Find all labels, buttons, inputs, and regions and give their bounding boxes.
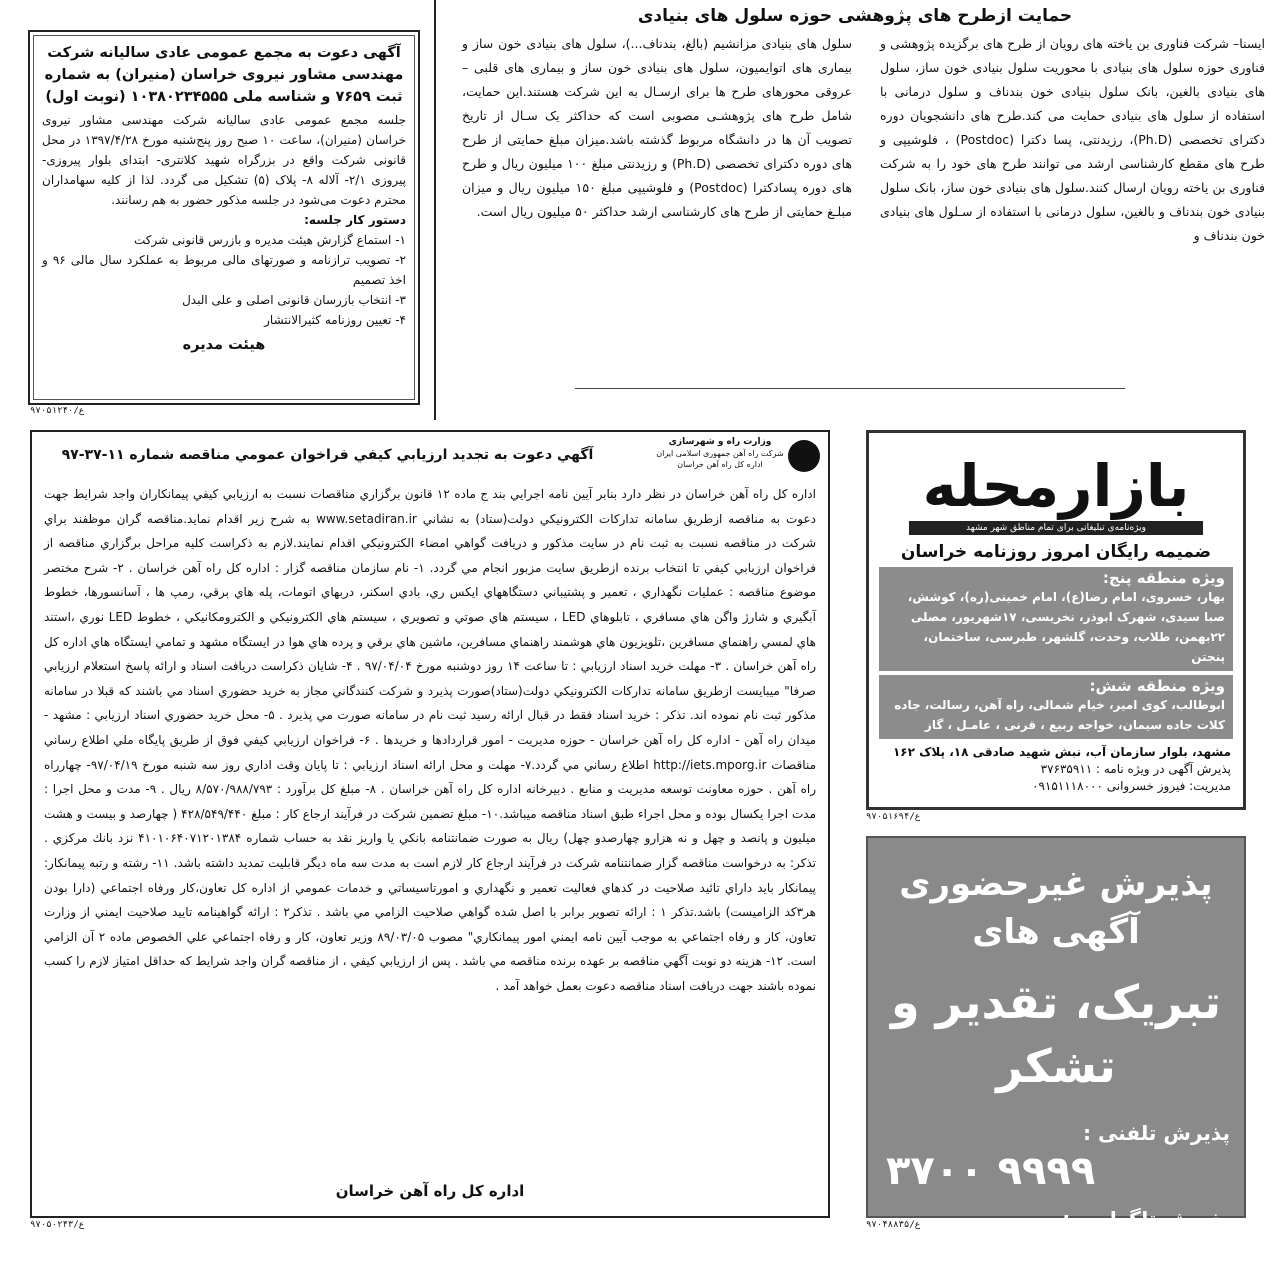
ad-rail [30, 430, 830, 1218]
ad-monir [28, 30, 420, 405]
ad-congrats-telegram-label: پذیرش تلگرامی : [1062, 1207, 1230, 1231]
ad-monir-agenda-title: دستور کار جلسه: [304, 213, 406, 227]
ad-congrats-line1: پذیرش غیرحضوری آگهی های [899, 864, 1213, 952]
ad-bazar-zone6 [879, 675, 1233, 739]
ad-congrats-telegram: ۰۹۱۵۴۷۱۱۳۰۰ [886, 1234, 1155, 1280]
ad-bazar-manager: مدیریت: فیروز خسروانی ۰۹۱۵۱۱۱۸۰۰۰ [1032, 779, 1231, 793]
ad-monir-agenda-item: ۳- انتخاب بازرسان قانونی اصلی و علی البدل [182, 293, 406, 307]
ad-rail-office: اداره کل راه آهن خراسان [677, 460, 763, 469]
ad-rail-ministry: وزارت راه و شهرسازی [668, 437, 772, 447]
ad-rail-header [620, 436, 820, 482]
ad-bazar-logo: بازارمحله [922, 452, 1190, 520]
ad-bazar-supplement: ضمیمه رایگان امروز روزنامه خراسان [900, 542, 1212, 562]
article-end-rule [575, 388, 1125, 389]
ad-bazar-zone5-text: بهار، خسروی، امام رضا(ع)، امام خمینی(ره)، کوشش، صبا سیدی، شهرک ابوذر، نخریسی، ۱۷شهریور، مصلی ۲۲بهمن، طلاب، وحدت، گلشهر، طبرسی، ساختمان، پنجتن [907, 590, 1225, 664]
news-column-right: ایسنا– شرکت فناوری بن یاخته های رویان از طرح های برگزیده پژوهشی و فناوری حوزه سلول های بنیادی با محوریت سلول بنیادی خون ساز، سلول های بنیادی بالغین، بانک سلول بنیادی خون بندناف و سلول درمانی با استفاده از سلول های بنیادی حمایت می کند.طرح های دانشجویان دوره دکترای تخصصی (Ph.D)، رزیدنتی، پسا دکترا (Postdoc) ، فلوشیپی و طرح های مقطع کارشناسی ارشد می توانند طرح های خود را به شرکت فناوری بن یاخته رویان ارسال کنند.سلول های بنیادی خون ساز، بانک سلول بنیادی خون بندناف و بالغین، سلول درمانی با استفاده از سـلول های بنیادی خون بندناف و [880, 36, 1266, 243]
ad-monir-body: جلسه مجمع عمومی عادی سالیانه شرکت مهندسی مشاور نیروی خراسان (منیران)، ساعت ۱۰ صبح روز پنج‌شنبه مورخ ۱۳۹۷/۴/۲۸ در محل قانونی شرکت واقع در بزرگراه شهید کلانتری- ابتدای بلوار پیروزی- پیروزی ۲/۱- آلاله ۸- پلاک (۵) تشکیل می گردد. لذا از کلیه سهامداران محترم دعوت می‌شود در جلسه مذکور حضور به هم رسانند. [42, 113, 407, 207]
ad-rail-signature: اداره كل راه آهن خراسان [335, 1182, 525, 1200]
ad-bazar-address: مشهد، بلوار سازمان آب، نبش شهید صادقی ۱۸، پلاک ۱۶۲ [892, 745, 1231, 759]
ad-bazar-zone5 [879, 567, 1233, 671]
ad-bazar-zone6-title: ویژه منطقه شش: [1089, 677, 1225, 695]
ad-bazar-reception: پذیرش آگهی در ویژه نامه : ۳۷۶۳۵۹۱۱ [1040, 762, 1231, 776]
ad-monir-code: ۹۷۰۵۱۲۴۰/ع [30, 406, 85, 416]
news-column-left: سلول های بنیادی مزانشیم (بالغ، بندناف...)، سلول های بنیادی خون ساز و بیماری های اتوایمیون، سلول های بنیادی خون ساز و بیماری های قلبی –عروقی محورهای طرح ها برای ارسـال به این شرکت هستند.این حمایت، شامل طرح های پژوهشـی مصوبی است که حداکثر یک سـال از تاریخ تصویب آن ها در دانشگاه مربوط گذشته باشد.میزان مبلغ حمایتی از طرح های دوره دکترای تخصصی (Ph.D) و رزیدنتی مبلغ ۱۰۰ میلیون ریال و طرح های دوره پسادکترا (Postdoc) و فلوشیپی مبلغ ۱۵۰ میلیون ریال و میزان مبلـغ حمایتی از طرح های کارشناسی ارشد حداکثر ۵۰ میلیون ریال است. [462, 36, 853, 219]
ad-bazar [866, 430, 1246, 810]
ad-congrats-phone-label: پذیرش تلفنی : [1082, 1121, 1230, 1145]
ad-monir-agenda-item: ۱- استماع گزارش هیئت مدیره و بازرس قانونی شرکت [134, 233, 406, 247]
ad-rail-emblem-icon [788, 440, 820, 472]
ad-monir-agenda-item: ۴- تعیین روزنامه کثیرالانتشار [264, 313, 406, 327]
ad-congrats-line2: تبریک، تقدیر و تشکر [891, 975, 1221, 1093]
ad-rail-code: ۹۷۰۵۰۲۴۳/ع [30, 1220, 85, 1230]
ad-monir-title: آگهی دعوت به مجمع عمومی عادی سالیانه شرکت مهندسی مشاور نیروی خراسان (منیران) به شماره ثبت ۷۶۵۹ و شناسه ملی ۱۰۳۸۰۲۳۴۵۵۵ (نوبت اول) [44, 45, 404, 105]
ad-bazar-code: ۹۷۰۵۱۶۹۴/ع [866, 812, 921, 822]
ad-rail-company: شرکت راه آهن جمهوری اسلامی ایران [656, 449, 784, 458]
ad-monir-signature: هیئت مدیره [182, 337, 266, 353]
news-title: حمایت ازطرح های پژوهشی حوزه سلول های بنیادی [637, 6, 1073, 26]
ad-bazar-tagline: ویژه‌نامه‌ی تبلیغاتی برای تمام مناطق شهر مشهد [909, 521, 1203, 535]
ad-congrats-phone: ۳۷۰۰ ۹۹۹۹ [886, 1148, 1096, 1194]
ad-rail-title: آگهي دعوت به تجديد ارزيابي كيفي فراخوان عمومي مناقصه شماره ۱۱-۳۷-۹۷ [61, 447, 594, 463]
ad-rail-body: اداره كل راه آهن خراسان در نظر دارد بنابر آیين نامه اجرايي بند ج ماده ۱۲ قانون برگزاري مناقصات نسبت به ارزيابي كيفي پيمانكاران واجد شرايط جهت دعوت به مناقصه ازطريق سامانه تداركات الكترونيكي دولت(ستاد) به نشاني www.setadiran.ir به شرح زير اقدام نمايد.مناقصه گران موظفند براي شركت در مناقصه نسبت به ثبت نام در سايت مذكور و دريافت گواهي امضاء الكترونيكي اقدام نمايند.لازم به ذكراست كليه مراحل برگزاري مناقصه از فراخوان ارزيابي كيفي تا انتخاب برنده ازطريق سايت مزبور انجام مي گردد. ۱- نام سازمان مناقصه گزار : اداره كل راه آهن خراسان . ۲- شرح مختصر موضوع مناقصه : عمليات نگهداري ، تعمير و پشتيباني دستگاههاي ايكس ري، بادي اسكنر، دربهاي اتومات، پله هاي برقي، رمپ ها ، آسانسورها، خطوط آبگيري و شارژ واگن هاي مسافري ، تابلوهاي LED ، سيستم هاي صوتي و تصويري ، سيستم هاي الكترونيكي و الكترومكانيكي ، خطوط LED نوري ،استند هاي لمسي راهنماي مسافرين ،تلويزيون هاي هوشمند راهنماي مسافرين، ماشين هاي برقي و پرده هاي هوا در ايستگاه مشهد و تمامي ايستگاه هاي اداره كل راه آهن خراسان . ۳- مهلت خريد اسناد ارزيابي : تا ساعت ۱۴ روز دوشنبه مورخ ۹۷/۰۴/۰۴ . ۴- شايان ذكراست دريافت اسناد و ارائه پاسخ استعلام ارزيابي صرفا" ميبايست ازطريق سامانه تداركات الكترونيكي دولت(ستاد)صورت پذيرد و شركت كنندگاني مجاز به خريد حضوري اسناد مي باشند كه قبلا در سامانه مذكور ثبت نام نموده اند. تذكر : خريد اسناد فقط در قبال ارائه رسيد ثبت نام در سامانه صورت مي پذيرد . ۵- محل خريد حضوري اسناد ارزيابي : مشهد - ميدان راه آهن - اداره كل راه آهن خراسان - حوزه مديريت - امور قراردادها و خريدها . ۶- فراخوان ارزيابي كيفي فوق از طريق پايگاه ملي اطلاع رساني مناقصات http://iets.mporg.ir اطلاع رساني مي گردد.۷- مهلت و محل ارائه اسناد ارزيابي : تا پايان وقت اداري روز سه شنبه مورخ ۹۷/۰۴/۱۹- چهارراه راه آهن . حوزه معاونت توسعه مديريت و منابع . دبيرخانه اداره كل راه آهن خراسان . ۸- مبلغ كل برآورد : ۸/۵۷۰/۹۸۸/۷۹۳ ريال . ۹- مدت و محل اجرا : مدت اجرا يكسال بوده و محل اجراء طبق اسناد مناقصه ميباشد.۱۰- مبلغ تضمين شركت در فرآيند ارجاع كار : مبلغ ۴۲۸/۵۴۹/۴۴۰ ( چهارصد و بيست و هشت ميليون و پانصد و چهل و نه هزارو چهارصدو چهل) ريال به صورت ضمانتنامه بانكي يا واريز نقد به حساب شماره ۴۱۰۱۰۶۴۰۷۱۲۰۱۳۸۴ نزد بانك مركزي . تذكر: به درخواست مناقصه گزار ضمانتنامه شركت در فرآيند ارجاع كار لازم است به مدت سه ماه ديگر قابليت تمديد داشته باشد. ۱۱- رشته و رتبه پيمانكار: پيمانكار بايد داراي تائيد صلاحيت در كدهاي فعاليت تعمير و نگهداري و امورتاسيساتي و خدمات عمومي از اداره كل تعاون،كار ورفاه اجتماعي (دارا بودن هر۳كد الزاميست) باشد.تذكر ۱ : ارائه تصوير برابر با اصل شده گواهي صلاحيت الزامي مي باشد . تذكر۲ : ارائه گواهينامه تاييد صلاحيت ايمني از وزارت تعاون، كار و رفاه اجتماعي به موجب آيين نامه ايمني امور پيمانكاري" مصوب ۸۹/۰۳/۰۵ وزير تعاون، كار و رفاه اجتماعي علي الخصوص ماده ۲ آن الزامي است. ۱۲- هزينه دو نوبت آگهي مناقصه بر عهده برنده مناقصه مي باشد . پس از ارزيابي كيفي ، از مناقصه گران واجد شرايط كه حداقل امتياز لازم را كسب نموده باشند جهت دريافت اسناد مناقصه دعوت بعمل خواهد آمد . [44, 487, 817, 993]
ad-bazar-zone6-text: ابوطالب، کوی امیر، خیام شمالی، راه آهن، رسالت، جاده کلات جاده سیمان، خواجه ربیع ، قرنی ، عامـل ، گاز [894, 698, 1225, 732]
ad-bazar-zone5-title: ویژه منطقه پنج: [1102, 569, 1225, 587]
column-divider [434, 0, 436, 420]
ad-congrats-code: ۹۷۰۴۸۸۳۵/ع [866, 1220, 921, 1230]
ad-monir-agenda-item: ۲- تصویب ترازنامه و صورتهای مالی مربوط به عملکرد سال مالی ۹۶ و اخذ تصمیم [42, 253, 406, 287]
